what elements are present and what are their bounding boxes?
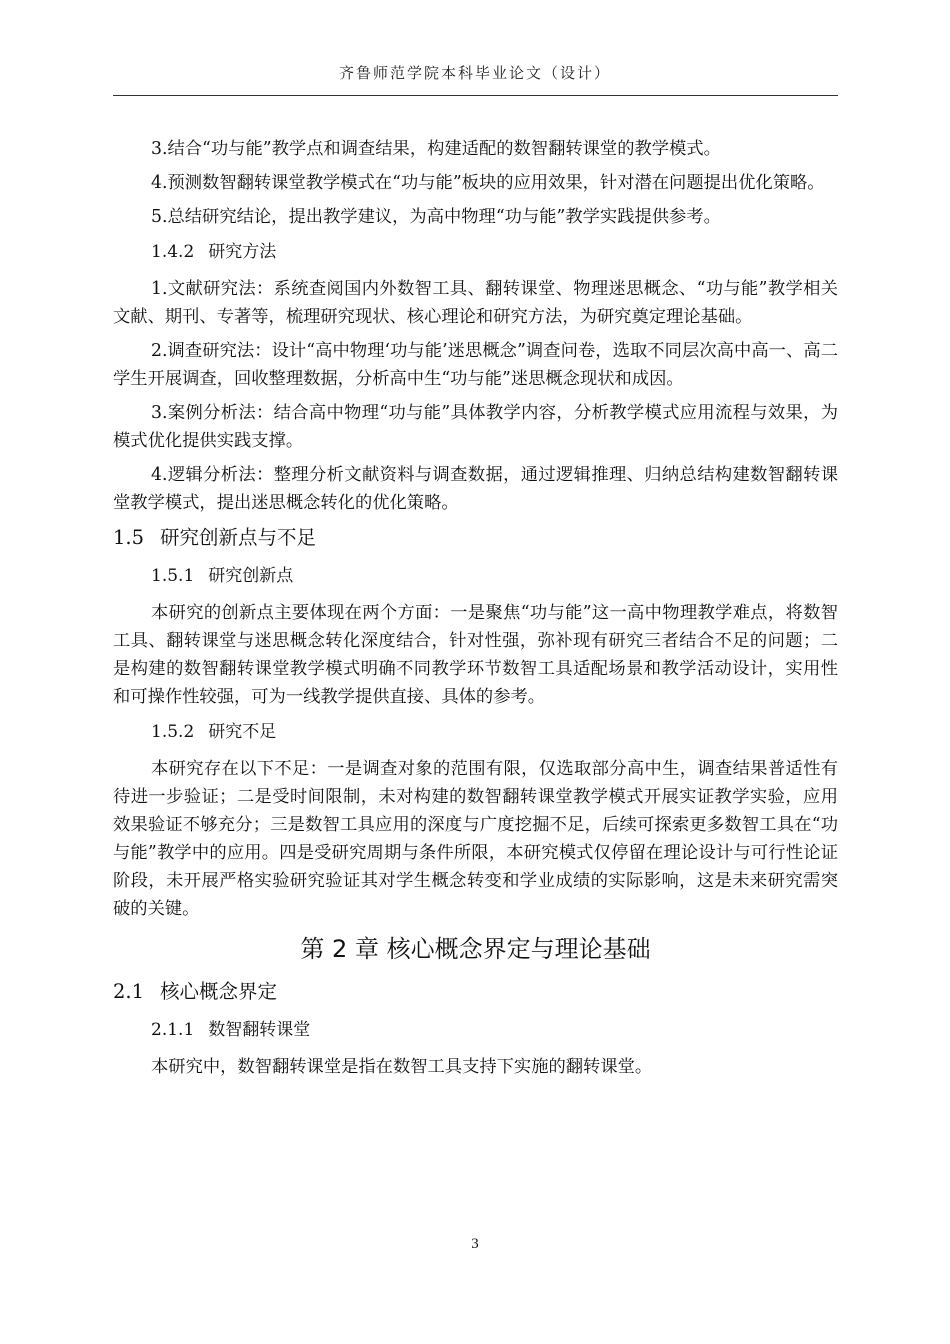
heading-1-4-2: [151, 239, 838, 265]
heading-2-1: [113, 977, 838, 1007]
innovation-paragraph: 本研究的创新点主要体现在两个方面：一是聚焦“功与能”这一高中物理教学难点，将数智工具、翻转课堂与迷思概念转化深度结合，针对性强，弥补现有研究三者结合不足的问题；二是构建的数智翻转课堂教学模式明确不同教学环节数智工具适配场景和教学活动设计，实用性和可操作性较强，可为一线教学提供直接、具体的参考。: [113, 603, 838, 707]
heading-1-5-2-number: 1.5.2: [151, 722, 195, 742]
definition-paragraph: 本研究中，数智翻转课堂是指在数智工具支持下实施的翻转课堂。: [151, 1057, 653, 1077]
method-logic-analysis: 4.逻辑分析法：整理分析文献资料与调查数据，通过逻辑推理、归纳总结构建数智翻转课堂教学模式，提出迷思概念转化的优化策略。: [113, 465, 838, 513]
heading-1-5-number: 1.5: [113, 526, 145, 549]
heading-1-5-1-title: 研究创新点: [208, 566, 294, 586]
heading-2-1-1: [151, 1017, 838, 1043]
limitations-paragraph: 本研究存在以下不足：一是调查对象的范围有限，仅选取部分高中生，调查结果普适性有待进一步验证；二是受时间限制，未对构建的数智翻转课堂教学模式开展实证教学实验，应用效果验证不够充分；三是数智工具应用的深度与广度挖掘不足，后续可探索更多数智工具在“功与能”教学中的应用。四是受研究周期与条件所限，本研究模式仅停留在理论设计与可行性论证阶段，未开展严格实验研究验证其对学生概念转变和学业成绩的实际影响，这是未来研究需突破的关键。: [113, 759, 838, 919]
heading-1-4-2-number: 1.4.2: [151, 242, 195, 262]
heading-1-4-2-title: 研究方法: [208, 242, 277, 262]
research-content-item-5: 5.总结研究结论，提出教学建议，为高中物理“功与能”教学实践提供参考。: [151, 207, 721, 227]
method-case-analysis: 3.案例分析法：结合高中物理“功与能”具体教学内容，分析教学模式应用流程与效果，为模式优化提供实践支撑。: [113, 403, 838, 451]
heading-2-1-1-title: 数智翻转课堂: [208, 1020, 311, 1040]
method-literature: 1.文献研究法：系统查阅国内外数智工具、翻转课堂、物理迷思概念、“功与能”教学相关文献、期刊、专著等，梳理研究现状、核心理论和研究方法，为研究奠定理论基础。: [113, 279, 838, 327]
heading-2-1-1-number: 2.1.1: [151, 1020, 195, 1040]
research-content-item-4: 4.预测数智翻转课堂教学模式在“功与能”板块的应用效果，针对潜在问题提出优化策略。: [151, 173, 825, 193]
header-rule: [113, 95, 838, 96]
method-survey: 2.调查研究法：设计“高中物理‘功与能’迷思概念”调查问卷，选取不同层次高中高一、高二学生开展调查，回收整理数据，分析高中生“功与能”迷思概念现状和成因。: [113, 341, 838, 389]
running-header: 齐鲁师范学院本科毕业论文（设计）: [338, 64, 611, 82]
page-number: 3: [471, 1236, 479, 1252]
heading-1-5-2-title: 研究不足: [208, 722, 277, 742]
heading-1-5-2: [151, 719, 838, 745]
page-body: [113, 135, 838, 1087]
research-content-item-3: 3.结合“功与能”教学点和调查结果，构建适配的数智翻转课堂的教学模式。: [151, 139, 721, 159]
heading-1-5: [113, 523, 838, 553]
heading-2-1-title: 核心概念界定: [160, 980, 278, 1003]
heading-1-5-1-number: 1.5.1: [151, 566, 195, 586]
heading-1-5-title: 研究创新点与不足: [160, 526, 317, 549]
heading-2-1-number: 2.1: [113, 980, 145, 1003]
chapter-2-title: 第 2 章 核心概念界定与理论基础: [300, 935, 651, 963]
heading-1-5-1: [151, 563, 838, 589]
